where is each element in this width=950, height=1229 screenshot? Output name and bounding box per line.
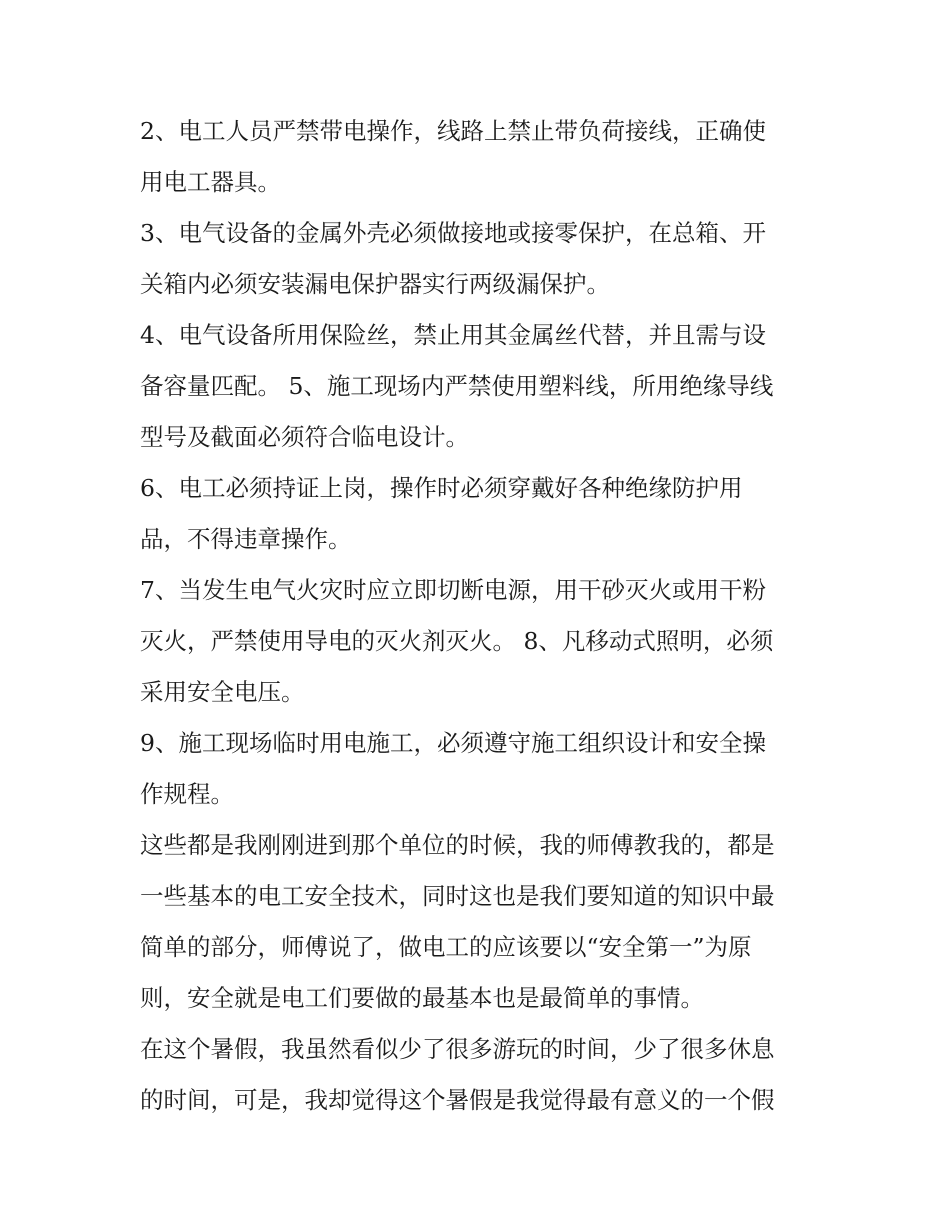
paragraph-item-4-5	[140, 310, 820, 463]
text-line: 7、当发生电气火灾时应立即切断电源，用干砂灭火或用干粉	[140, 576, 766, 604]
text-line: 在这个暑假，我虽然看似少了很多游玩的时间，少了很多休息	[140, 1035, 775, 1063]
text-line: 3、电气设备的金属外壳必须做接地或接零保护，在总箱、开	[140, 219, 766, 247]
text-line: 2、电工人员严禁带电操作，线路上禁止带负荷接线，正确使	[140, 117, 766, 145]
paragraph-master-teaching	[140, 820, 820, 1024]
text-line: 型号及截面必须符合临电设计。	[140, 423, 469, 451]
paragraph-item-2	[140, 106, 820, 208]
text-line: 6、电工必须持证上岗，操作时必须穿戴好各种绝缘防护用	[140, 474, 743, 502]
document-body	[140, 106, 820, 1126]
text-line: 9、施工现场临时用电施工，必须遵守施工组织设计和安全操	[140, 729, 766, 757]
paragraph-summer-reflection	[140, 1024, 820, 1126]
text-line: 品，不得违章操作。	[140, 525, 352, 553]
text-line: 4、电气设备所用保险丝，禁止用其金属丝代替，并且需与设	[140, 321, 766, 349]
paragraph-item-7-8	[140, 565, 820, 718]
text-line: 一些基本的电工安全技术，同时这也是我们要知道的知识中最	[140, 882, 775, 910]
text-line: 关箱内必须安装漏电保护器实行两级漏保护。	[140, 270, 610, 298]
text-line: 简单的部分，师傅说了，做电工的应该要以“安全第一”为原	[140, 933, 752, 961]
paragraph-item-3	[140, 208, 820, 310]
paragraph-item-6	[140, 463, 820, 565]
text-line: 这些都是我刚刚进到那个单位的时候，我的师傅教我的，都是	[140, 831, 775, 859]
text-line: 作规程。	[140, 780, 234, 808]
paragraph-item-9	[140, 718, 820, 820]
text-line: 则，安全就是电工们要做的最基本也是最简单的事情。	[140, 984, 704, 1012]
text-line: 备容量匹配。 5、施工现场内严禁使用塑料线，所用绝缘导线	[140, 372, 774, 400]
text-line: 采用安全电压。	[140, 678, 305, 706]
text-line: 灭火，严禁使用导电的灭火剂灭火。 8、凡移动式照明，必须	[140, 627, 774, 655]
text-line: 的时间，可是，我却觉得这个暑假是我觉得最有意义的一个假	[140, 1086, 775, 1114]
text-line: 用电工器具。	[140, 168, 281, 196]
